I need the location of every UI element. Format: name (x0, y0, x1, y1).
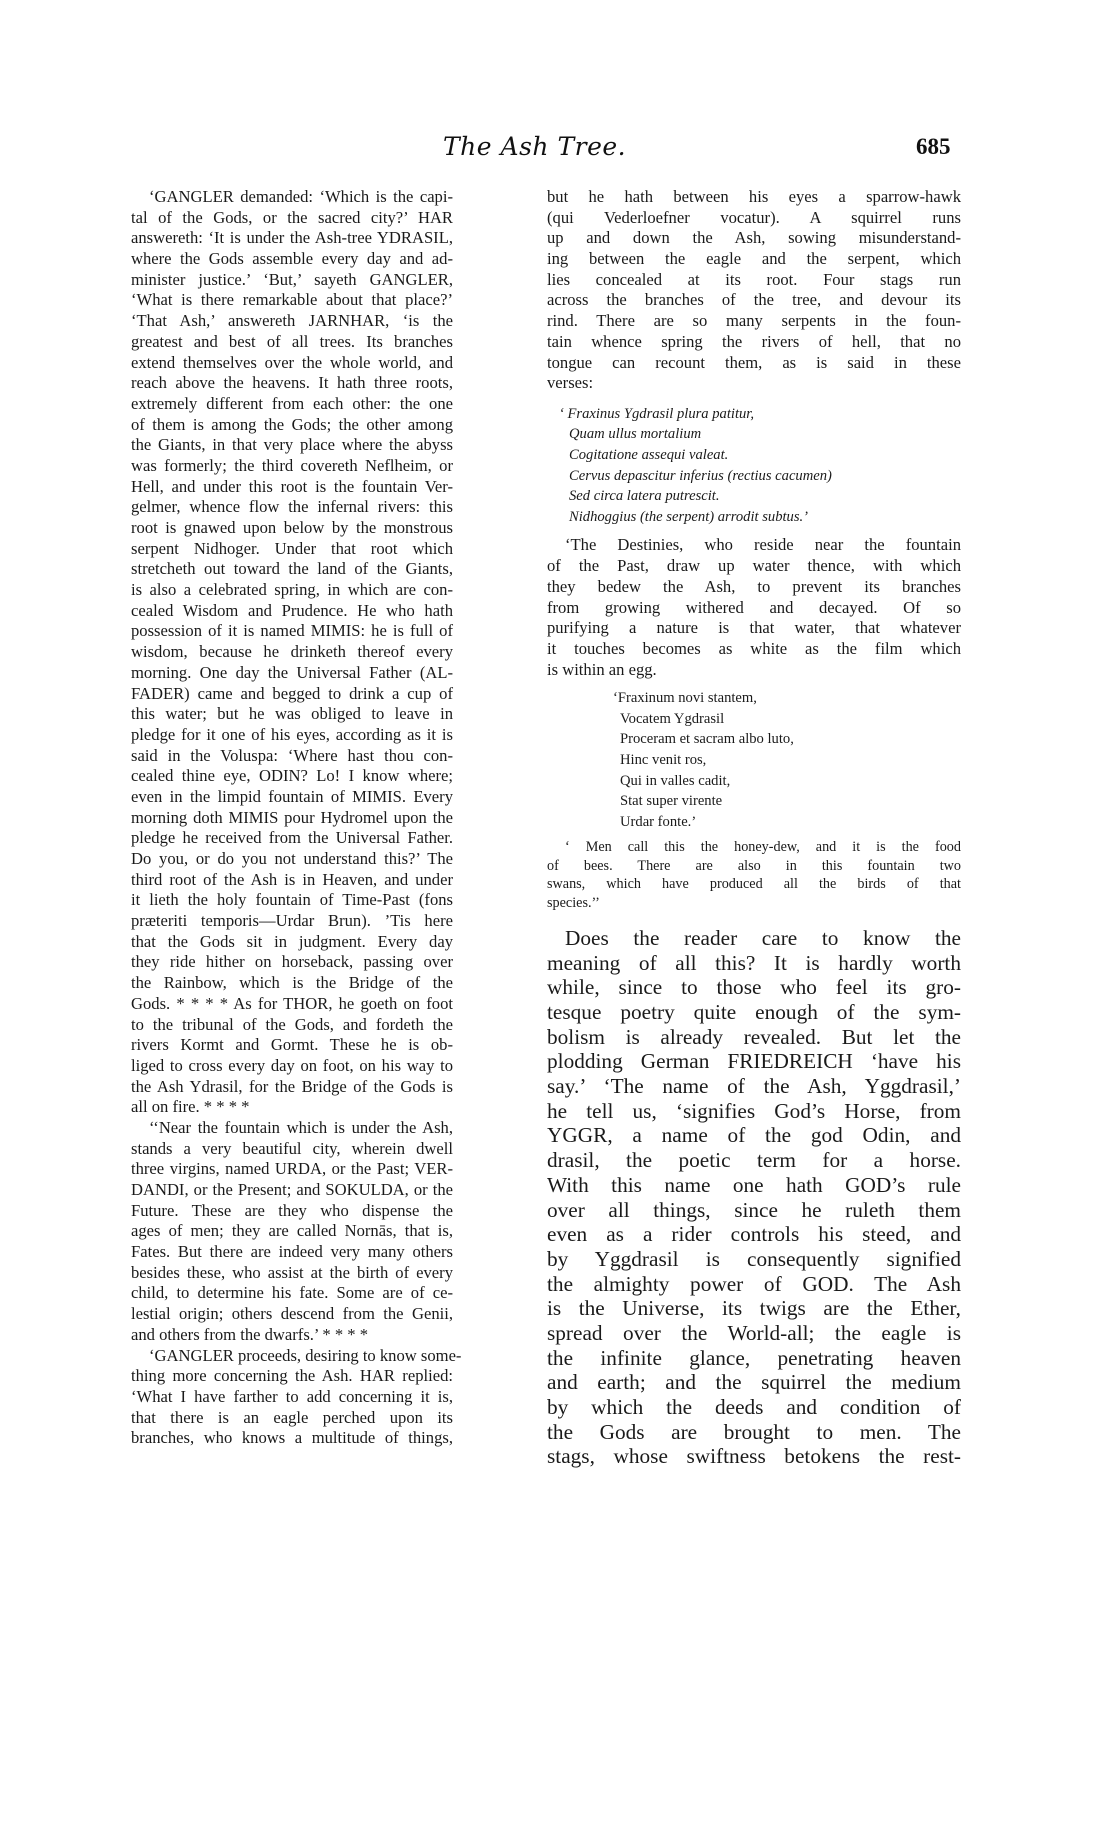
text-line: ‘ Men call this the honey-dew, and it is the food (565, 839, 961, 856)
paragraph-sparrow-hawk (547, 187, 961, 394)
spacer (547, 527, 961, 535)
paragraph-gangler-demanded (131, 187, 453, 1118)
text-line: bolism is already revealed. But let the (547, 1024, 961, 1049)
text-line: plodding German FRIEDREICH ‘have his (547, 1049, 961, 1074)
text-line: Do you, or do you not understand this?’ The (131, 849, 453, 868)
text-line: tal of the Gods, or the sacred city?’ HAR (131, 207, 453, 227)
text-line: root is gnawed upon below by the monstrous (131, 518, 453, 537)
text-line: by Yggdrasil is consequently signified (547, 1246, 961, 1271)
text-line: this water; but he was obliged to leave in (131, 704, 453, 724)
left-column (131, 187, 462, 1449)
text-line: the Gods are brought to men. The (547, 1419, 961, 1444)
text-line: stags, whose swiftness betokens the rest- (547, 1444, 961, 1469)
text-line: possession of it is named MIMIS: he is full of (131, 621, 453, 641)
text-line: Gods. * * * * As for THOR, he goeth on foot (131, 993, 453, 1013)
text-line: ing between the eagle and the serpent, which (547, 249, 961, 269)
verse-line: Sed circa latera putrescit. (569, 488, 720, 505)
verse-line: Stat super virente (620, 793, 723, 810)
text-line: ‘What I have farther to add concerning it is, (131, 1386, 453, 1406)
text-line: the Rainbow, which is the Bridge of the (131, 973, 453, 993)
verse-line: Quam ullus mortalium (569, 426, 702, 443)
text-line: that there is an eagle perched upon its (131, 1407, 453, 1427)
spacer (547, 680, 961, 688)
running-title: The Ash Tree. (443, 132, 627, 161)
text-line: child, to determine his fate. Some are of ce- (131, 1283, 453, 1303)
text-line: swans, which have produced all the birds of that (547, 876, 961, 893)
spacer (547, 912, 961, 926)
text-line: Fates. But there are indeed very many others (131, 1242, 453, 1262)
paragraph-near-the-fountain (131, 1118, 453, 1346)
text-line: extremely different from each other: the one (131, 393, 453, 413)
text-line: besides these, who assist at the birth of every (131, 1262, 453, 1282)
text-line: up and down the Ash, sowing misunderstand- (547, 228, 961, 248)
text-line: spread over the World-all; the eagle is (547, 1320, 961, 1345)
text-line: rivers Kormt and Gormt. These he is ob- (131, 1035, 453, 1055)
text-line: of bees. There are also in this fountain two (547, 857, 961, 874)
text-line: reach above the heavens. It hath three roots, (131, 373, 453, 393)
text-line: from growing withered and decayed. Of so (547, 597, 961, 617)
text-line: of them is among the Gods; the other among (131, 414, 453, 434)
text-line: say.’ ‘The name of the Ash, Yggdrasil,’ (547, 1074, 961, 1099)
latin-verse-1 (547, 404, 961, 528)
text-line: pledge for it one of his eyes, according as it is (131, 724, 453, 744)
text-line: they bedew the Ash, to prevent its branches (547, 576, 961, 596)
text-line: (qui Vederloefner vocatur). A squirrel runs (547, 207, 961, 227)
text-line: where the Gods assemble every day and ad- (131, 249, 453, 269)
text-line: Future. These are they who dispense the (131, 1200, 453, 1220)
text-line: third root of the Ash is in Heaven, and under (131, 869, 453, 889)
text-line: purifying a nature is that water, that whatever (547, 618, 961, 638)
text-line: but he hath between his eyes a sparrow-hawk (547, 187, 961, 206)
text-line: minister justice.’ ‘But,’ sayeth GANGLER, (131, 269, 453, 289)
spacer (547, 394, 961, 404)
text-line: Does the reader care to know the (565, 925, 961, 950)
text-line: ages of men; they are called Nornās, that is, (131, 1221, 453, 1241)
text-line: cealed thine eye, ODIN? Lo! I know where; (131, 766, 453, 786)
paragraph-gangler-proceeds (131, 1345, 462, 1449)
text-line: pledge he received from the Universal Father. (131, 828, 453, 848)
text-line: tongue can recount them, as is said in these (547, 352, 961, 372)
verse-line: Cervus depascitur inferius (rectius cacumen) (569, 467, 832, 484)
text-line: gelmer, whence flow the infernal rivers: this (131, 497, 453, 517)
text-line: it touches becomes as white as the film which (547, 638, 961, 658)
paragraph-commentary (547, 926, 961, 1469)
text-line: morning doth MIMIS pour Hydromel upon the (131, 807, 453, 827)
text-line: ‘That Ash,’ answereth JARNHAR, ‘is the (131, 311, 453, 331)
right-column (547, 187, 961, 1469)
text-line: stretcheth out toward the land of the Giants, (131, 559, 453, 579)
paragraph-honey-dew (547, 838, 961, 912)
verse-line: Hinc venit ros, (620, 752, 707, 769)
text-line: meaning of all this? It is hardly worth (547, 950, 961, 975)
text-line: to the tribunal of the Gods, and fordeth the (131, 1014, 453, 1034)
text-line: over all things, since he ruleth them (547, 1197, 961, 1222)
text-line: the Giants, in that very place where the abyss (131, 435, 453, 455)
text-line: ‘‘Near the fountain which is under the Ash, (149, 1117, 453, 1137)
text-line: tain whence spring the rivers of hell, that no (547, 331, 961, 351)
paragraph-destinies (547, 535, 961, 680)
verse-line: Cogitatione assequi valeat. (569, 447, 729, 464)
text-line: morning. One day the Universal Father (AL- (131, 662, 453, 682)
text-line: three virgins, named URDA, or the Past; VER- (131, 1159, 453, 1179)
text-line: rind. There are so many serpents in the foun- (547, 311, 961, 331)
verse-line: Qui in valles cadit, (620, 772, 731, 789)
verse-line: ‘Fraxinum novi stantem, (613, 690, 757, 707)
text-line: præteriti temporis—Urdar Brun). ’Tis here (131, 911, 453, 931)
text-line: drasil, the poetic term for a horse. (547, 1148, 961, 1173)
text-line: ‘The Destinies, who reside near the fountain (565, 535, 961, 555)
text-line: is within an egg. (547, 659, 657, 679)
text-line: FADER) came and begged to drink a cup of (131, 683, 453, 703)
page-number: 685 (916, 134, 951, 159)
text-line: of the Past, draw up water thence, with which (547, 556, 961, 576)
running-head (0, 132, 1120, 172)
text-line: answereth: ‘It is under the Ash-tree YDRASIL, (131, 228, 453, 248)
text-line: all on fire. * * * * (131, 1097, 250, 1117)
text-line: greatest and best of all trees. Its branches (131, 331, 453, 351)
text-line: and earth; and the squirrel the medium (547, 1370, 961, 1395)
text-line: ‘What is there remarkable about that place?’ (131, 290, 453, 310)
text-line: liged to cross every day on foot, on his way to (131, 1055, 453, 1075)
verse-line: ‘ Fraxinus Ygdrasil plura patitur, (559, 405, 755, 422)
text-line: wisdom, because he drinketh thereof every (131, 642, 453, 662)
text-line: species.’’ (547, 894, 600, 911)
text-line: thing more concerning the Ash. HAR replied: (131, 1366, 453, 1386)
text-line: DANDI, or the Present; and SOKULDA, or the (131, 1180, 453, 1199)
text-line: they ride hither on horseback, passing over (131, 952, 453, 972)
verse-line: Vocatem Ygdrasil (620, 710, 725, 727)
text-line: extend themselves over the whole world, and (131, 352, 453, 372)
text-line: is the Universe, its twigs are the Ether, (547, 1296, 961, 1321)
text-line: even as a rider controls his steed, and (547, 1222, 961, 1247)
verse-line: Proceram et sacram albo luto, (620, 731, 794, 748)
text-line: by which the deeds and condition of (547, 1395, 961, 1420)
text-line: the almighty power of GOD. The Ash (547, 1271, 961, 1296)
text-line: ‘GANGLER proceeds, desiring to know some- (149, 1345, 462, 1365)
text-line: is also a celebrated spring, in which are con- (131, 580, 453, 600)
text-line: stands a very beautiful city, wherein dwell (131, 1138, 453, 1158)
text-line: he tell us, ‘signifies God’s Horse, from (547, 1098, 961, 1123)
text-line: ‘GANGLER demanded: ‘Which is the capi- (149, 187, 453, 206)
text-line: With this name one hath GOD’s rule (547, 1172, 961, 1197)
text-line: YGGR, a name of the god Odin, and (547, 1123, 961, 1148)
text-line: across the branches of the tree, and devour its (547, 290, 961, 310)
text-line: it lieth the holy fountain of Time-Past (fons (131, 890, 453, 910)
text-line: while, since to those who feel its gro- (547, 975, 961, 1000)
text-line: the infinite glance, penetrating heaven (547, 1345, 961, 1370)
text-line: was formerly; the third covereth Neflheim, or (131, 455, 453, 475)
latin-verse-2 (547, 688, 961, 832)
text-line: tesque poetry quite enough of the sym- (547, 1000, 961, 1025)
text-line: the Ash Ydrasil, for the Bridge of the Gods is (131, 1076, 453, 1096)
text-line: lies concealed at its root. Four stags run (547, 269, 961, 289)
verse-line: Urdar fonte.’ (620, 813, 697, 830)
text-line: that the Gods sit in judgment. Every day (131, 931, 453, 951)
verse-line: Nidhoggius (the serpent) arrodit subtus.’ (569, 508, 809, 525)
text-line: serpent Nidhoger. Under that root which (131, 538, 453, 558)
text-line: branches, who knows a multitude of things, (131, 1428, 453, 1448)
text-line: and others from the dwarfs.’ * * * * (131, 1324, 369, 1344)
text-line: Hell, and under this root is the fountain Ver- (131, 476, 453, 496)
text-line: verses: (547, 373, 594, 393)
text-line: lestial origin; others descend from the Genii, (131, 1304, 453, 1324)
text-line: even in the limpid fountain of MIMIS. Every (131, 786, 453, 806)
text-line: said in the Voluspa: ‘Where hast thou con- (131, 745, 453, 765)
text-line: cealed Wisdom and Prudence. He who hath (131, 600, 453, 620)
